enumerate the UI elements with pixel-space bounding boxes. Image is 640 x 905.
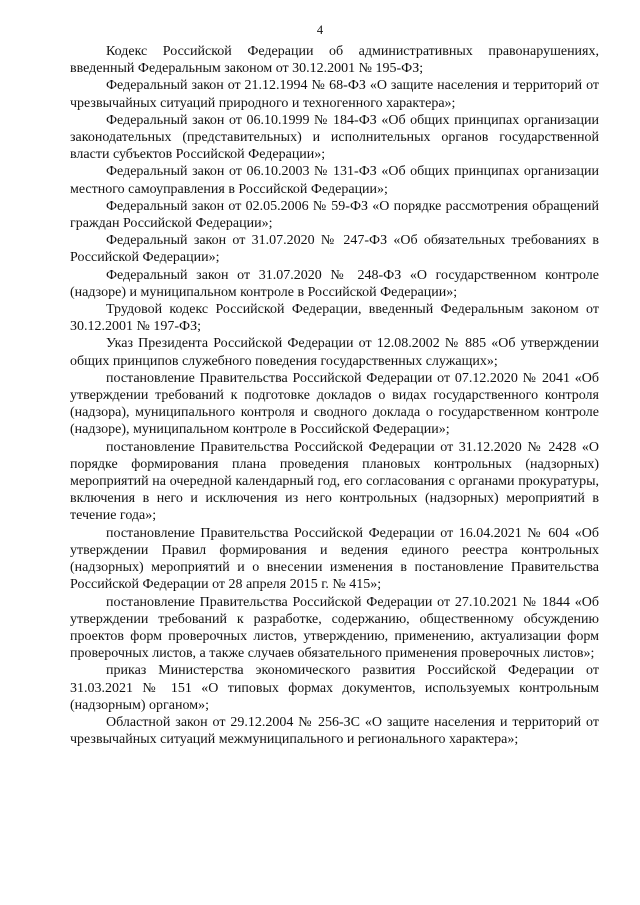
list-item: Трудовой кодекс Российской Федерации, введенный Федеральным законом от 30.12.2001 № 197-ФЗ; bbox=[70, 302, 599, 335]
list-item: приказ Министерства экономического развития Российской Федерации от 31.03.2021 № 151 «О типовых формах документов, используемых контрольным (надзорным) органом»; bbox=[70, 663, 599, 713]
list-item: Кодекс Российской Федерации об административных правонарушениях, введенный Федеральным законом от 30.12.2001 № 195-ФЗ; bbox=[70, 44, 599, 77]
list-item: Федеральный закон от 21.12.1994 № 68-ФЗ «О защите населения и территорий от чрезвычайных ситуаций природного и техногенного характера»; bbox=[70, 78, 599, 111]
page-number: 4 bbox=[316, 23, 324, 37]
list-item: Указ Президента Российской Федерации от 12.08.2002 № 885 «Об утверждении общих принципов служебного поведения государственных служащих»; bbox=[70, 336, 599, 369]
list-item: Федеральный закон от 02.05.2006 № 59-ФЗ «О порядке рассмотрения обращений граждан Российской Федерации»; bbox=[70, 198, 599, 232]
list-item: постановление Правительства Российской Федерации от 16.04.2021 № 604 «Об утверждении Правил формирования и ведения единого реестра контрольных (надзорных) мероприятий и о внесении изменения в постановление Правительства Российской Федерации от 28 апреля 2015 г. № 415»; bbox=[70, 525, 599, 593]
list-item: Федеральный закон от 31.07.2020 № 248-ФЗ «О государственном контроле (надзоре) и муниципальном контроле в Российской Федерации»; bbox=[70, 267, 599, 300]
list-item: постановление Правительства Российской Федерации от 31.12.2020 № 2428 «О порядке формирования плана проведения плановых контрольных (надзорных) мероприятий на очередной календарный год, его согласования с органами прокуратуры, включения в него и исключения из него контрольных (надзорных) мероприятий в течение года»; bbox=[70, 439, 599, 524]
list-item: постановление Правительства Российской Федерации от 07.12.2020 № 2041 «Об утверждении требований к подготовке докладов о видах государственного контроля (надзора), муниципального контроля и сводного доклада о государственном контроле (надзоре), муниципальном контроле в Российской Федерации»; bbox=[70, 370, 599, 438]
list-item: постановление Правительства Российской Федерации от 27.10.2021 № 1844 «Об утверждении требований к разработке, содержанию, общественному обсуждению проектов форм проверочных листов, утверждению, применению, актуализации форм проверочных листов, а также случаев обязательного применения проверочных листов»; bbox=[70, 594, 599, 662]
list-item: Федеральный закон от 06.10.1999 № 184-ФЗ «Об общих принципах организации законодательных (представительных) и исполнительных органов государственной власти субъектов Российской Федерации»; bbox=[70, 112, 599, 163]
list-item: Федеральный закон от 31.07.2020 № 247-ФЗ «Об обязательных требованиях в Российской Федерации»; bbox=[70, 233, 599, 266]
document-body bbox=[70, 43, 599, 748]
list-item: Областной закон от 29.12.2004 № 256-ЗС «О защите населения и территорий от чрезвычайных ситуаций межмуниципального и регионального характера»; bbox=[70, 714, 599, 748]
list-item: Федеральный закон от 06.10.2003 № 131-ФЗ «Об общих принципах организации местного самоуправления в Российской Федерации»; bbox=[70, 164, 599, 197]
